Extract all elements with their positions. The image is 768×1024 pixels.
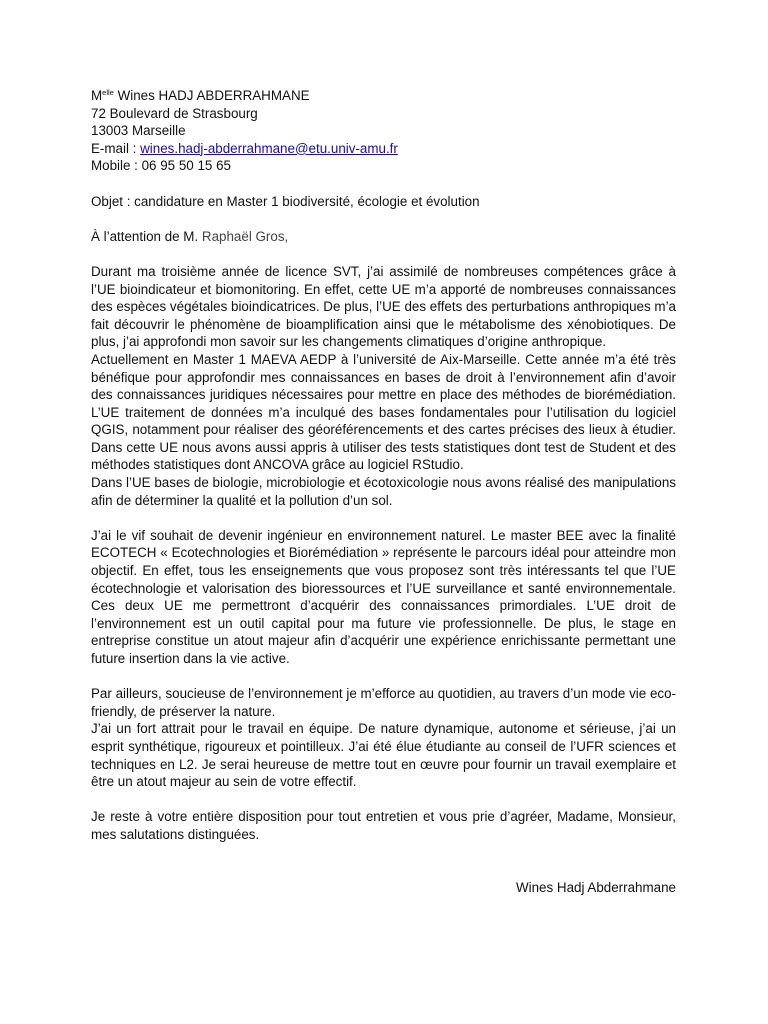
paragraph-7: Je reste à votre entière disposition pour tout entretien et vous prie d’agréer, Madame, Monsieur, mes salutations distinguées.: [91, 809, 676, 842]
paragraph-5: Par ailleurs, soucieuse de l’environnement je m’efforce au quotidien, au travers d’un mode vie eco-friendly, de préserver la nature.: [91, 686, 676, 719]
paragraph-1: Durant ma troisième année de licence SVT, j’ai assimilé de nombreuses compétences grâce à l’UE bioindicateur et biomonitoring. En effet, cette UE m’a apporté de nombreuses connaissances des espèces végétales bioindicatrices. De plus, l’UE des effets des perturbations anthropiques m’a fait découvrir le phénomène de bioamplification ainsi que le métabolisme des xénobiotiques. De plus, j’ai approfondi mon savoir sur les changements climatiques d’origine anthropique.: [91, 263, 676, 350]
sender-email-line: [91, 140, 676, 158]
attention-name: Raphaël Gros,: [201, 228, 289, 244]
letter-object: Objet : candidature en Master 1 biodiversité, écologie et évolution: [91, 193, 480, 209]
sender-title: M: [91, 88, 103, 103]
signature: Wines Hadj Abderrahmane: [515, 879, 676, 895]
sender-city: 13003 Marseille: [91, 123, 186, 139]
paragraph-4: J’ai le vif souhait de devenir ingénieur en environnement naturel. Le master BEE avec la finalité ECOTECH « Ecotechnologies et Biorémédiation » représente le parcours idéal pour atteindre mon objectif. En effet, tous les enseignements que vous proposez sont très intéressants tel que l’UE écotechnologie et valorisation des bioressources et l’UE surveillance et santé environnementale. Ces deux UE me permettront d’acquérir des connaissances primordiales. L’UE droit de l’environnement est un outil capital pour ma future vie professionnelle. De plus, le stage en entreprise constitue un atout majeur afin d’acquérir une expérience enrichissante permettant une future insertion dans la vie active.: [91, 527, 676, 666]
sender-mobile: Mobile : 06 95 50 15 65: [91, 158, 231, 174]
email-link[interactable]: wines.hadj-abderrahmane@etu.univ-amu.fr: [140, 140, 398, 156]
paragraph-3: Dans l’UE bases de biologie, microbiologie et écotoxicologie nous avons réalisé des manipulations afin de déterminer la qualité et la pollution d’un sol.: [91, 475, 676, 508]
sender-street: 72 Boulevard de Strasbourg: [91, 105, 258, 121]
attention-prefix: À l’attention de M.: [91, 228, 202, 244]
attention-line: [91, 228, 676, 246]
sender-name: Wines HADJ ABDERRAHMANE: [117, 88, 310, 103]
paragraph-6: J’ai un fort attrait pour le travail en équipe. De nature dynamique, autonome et sérieuse, j’ai un esprit synthétique, rigoureux et pointilleux. J’ai été élue étudiante au conseil de l’UFR sciences et techniques en L2. Je serai heureuse de mettre tout en œuvre pour fournir un travail exemplaire et être un atout majeur au sein de votre effectif.: [91, 721, 676, 790]
sender-title-superscript: elle: [102, 88, 114, 97]
email-label: E-mail :: [91, 140, 141, 156]
paragraph-2: Actuellement en Master 1 MAEVA AEDP à l’université de Aix-Marseille. Cette année m’a été très bénéfique pour approfondir mes connaissances en bases de droit à l’environnement afin d’avoir des connaissances juridiques nécessaires pour mettre en place des méthodes de biorémédiation. L’UE traitement de données m’a inculqué des bases fondamentales pour l’utilisation du logiciel QGIS, notamment pour réaliser des géoréférencements et des cartes précises des lieux à étudier. Dans cette UE nous avons aussi appris à utiliser des tests statistiques dont test de Student et des méthodes statistiques dont ANCOVA grâce au logiciel RStudio.: [91, 351, 676, 473]
letter-page: [91, 84, 676, 896]
sender-name-line: [91, 84, 676, 105]
